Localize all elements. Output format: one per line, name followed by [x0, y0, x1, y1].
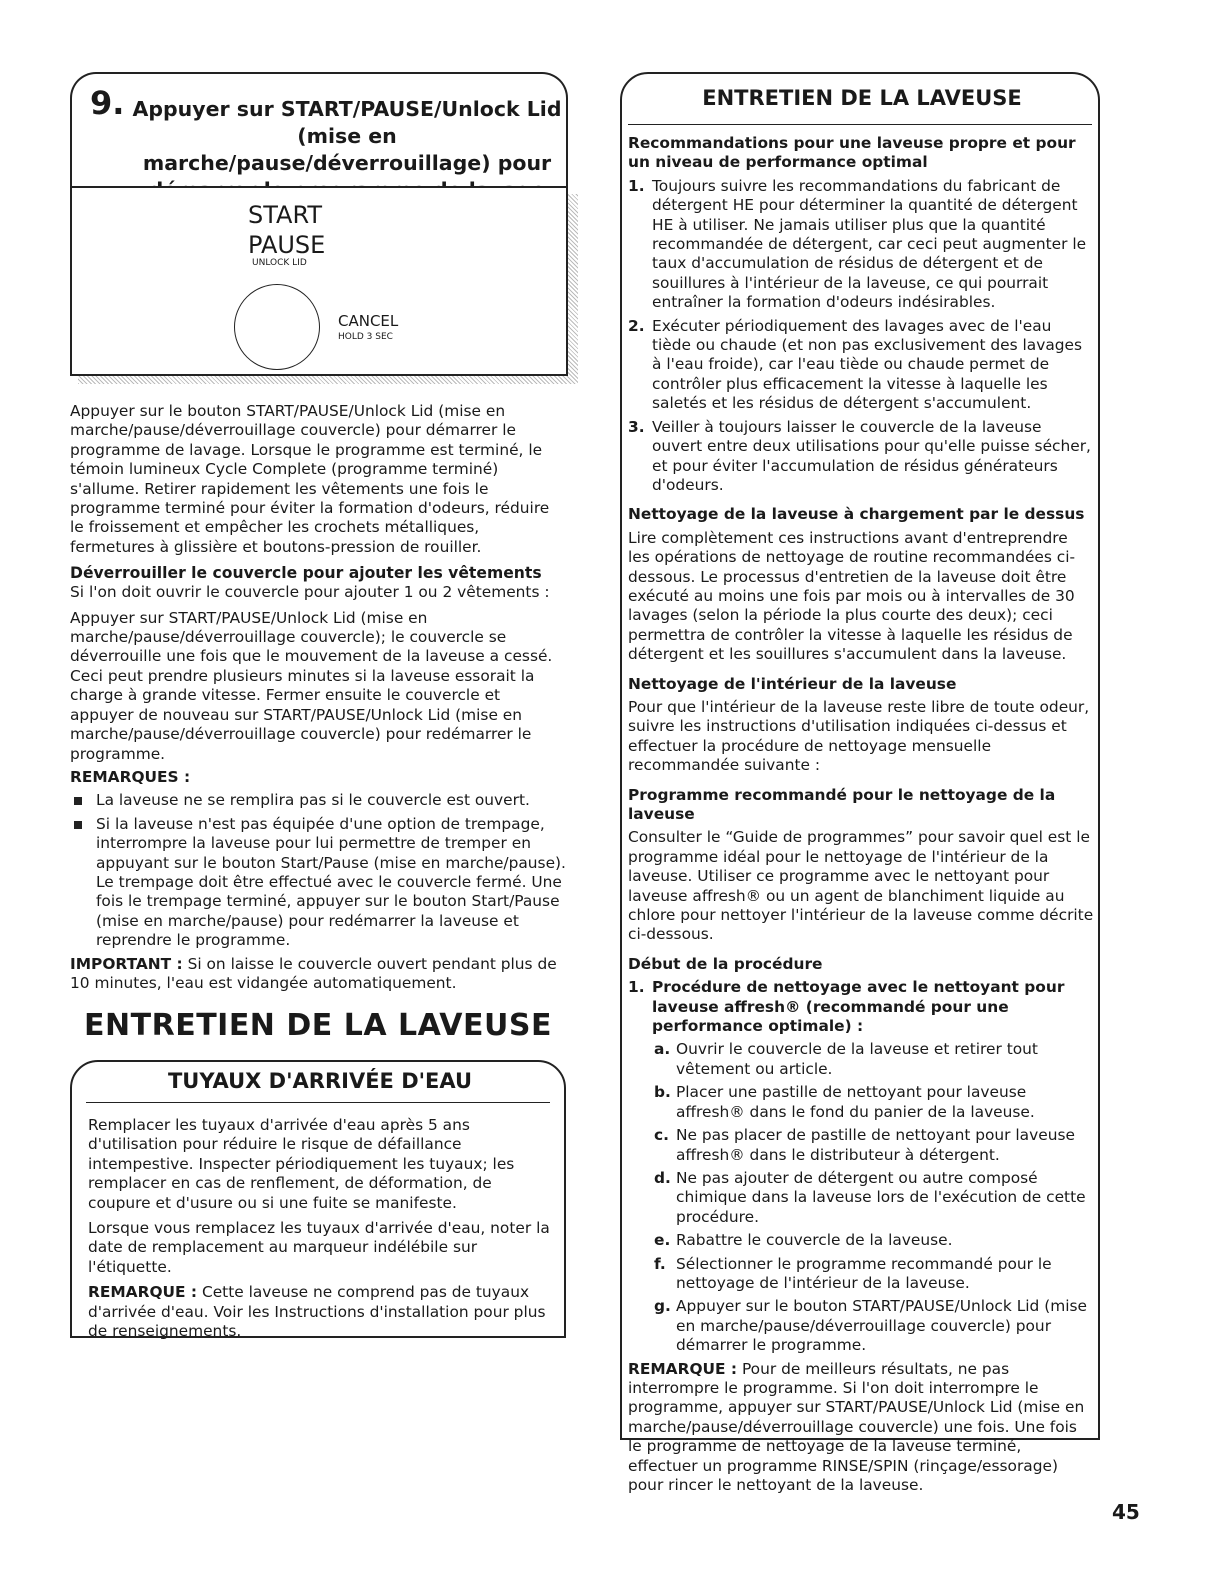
interior-paragraph: Pour que l'intérieur de la laveuse reste libre de toute odeur, suivre les instructions d'utilisation indiquées ci-dessus et effectuer la procédure de nettoyage mensuelle recommandée suivante :: [628, 697, 1090, 775]
step-9-header: [70, 72, 568, 190]
bullet-item: La laveuse ne se remplira pas si le couvercle est ouvert.: [70, 791, 566, 810]
washer-care-box: [620, 72, 1100, 1494]
numbered-item: 3. Veiller à toujours laisser le couvercle de la laveuse ouvert entre deux utilisations pour qu'elle puisse sécher, et pour éviter l'accumulation de résidus générateurs d'odeurs.: [628, 417, 1091, 494]
cancel-label: CANCEL: [338, 312, 399, 330]
remarks-label: REMARQUES :: [70, 767, 191, 786]
procedure-step: g. Appuyer sur le bouton START/PAUSE/Unlock Lid (mise en marche/pause/déverrouillage couvercle) pour démarrer le programme.: [654, 1297, 1087, 1355]
procedure-title: 1. Procédure de nettoyage avec le nettoyant pour laveuse affresh® (recommandé pour une performance optimale) :: [628, 978, 1065, 1036]
unlock-lid-label: UNLOCK LID: [252, 258, 307, 268]
washer-care-title: ENTRETIEN DE LA LAVEUSE: [702, 86, 1022, 110]
divider: [86, 1102, 550, 1103]
hoses-paragraph-2: Lorsque vous remplacez les tuyaux d'arrivée d'eau, noter la date de remplacement au marqueur indélébile sur l'étiquette.: [88, 1219, 550, 1276]
unlock-paragraph-1: Si l'on doit ouvrir le couvercle pour ajouter 1 ou 2 vêtements :: [70, 583, 550, 602]
water-hoses-box: [70, 1060, 566, 1341]
step-title: Appuyer sur START/PAUSE/Unlock Lid (mise en marche/pause/déverrouillage) pour: [132, 97, 562, 175]
unlock-heading: Déverrouiller le couvercle pour ajouter les vêtements: [70, 564, 542, 583]
left-column-text: [70, 402, 566, 993]
procedure-step: b. Placer une pastille de nettoyant pour laveuse affresh® dans le fond du panier de la laveuse.: [654, 1083, 1035, 1121]
important-note: IMPORTANT : Si on laisse le couvercle ouvert pendant plus de 10 minutes, l'eau est vidangée automatiquement.: [70, 954, 557, 992]
top-load-paragraph: Lire complètement ces instructions avant d'entreprendre les opérations de nettoyage de routine recommandées ci-dessous. Le processus d'entretien de la laveuse doit être exécuté au moins une fois par mois ou à intervalles de 30 lavages (selon la période la plus courte des deux); ceci permettra de contrôler la vitesse à laquelle les résidus de détergent et les souillures s'accumulent dans la laveuse.: [628, 528, 1076, 664]
procedure-step: e. Rabattre le couvercle de la laveuse.: [654, 1231, 953, 1250]
bullet-square-icon: [74, 821, 82, 829]
procedure-step: d. Ne pas ajouter de détergent ou autre composé chimique dans la laveuse lors de l'exécution de cette procédure.: [654, 1168, 1086, 1226]
hoses-paragraph-1: Remplacer les tuyaux d'arrivée d'eau après 5 ans d'utilisation pour réduire le risque de défaillance intempestive. Inspecter périodiquement les tuyaux; les remplacer en cas de renflement, de déformation, de coupure et d'usure ou si une fuite se manifeste.: [88, 1116, 515, 1212]
procedure-remark: REMARQUE : Pour de meilleurs résultats, ne pas interrompre le programme. Si l'on doit interrompre le programme, appuyer sur START/PAUSE/Unlock Lid (mise en marche/pause/déverrouillage couvercle) une fois. Une fois le programme de nettoyage de la laveuse terminé, effectuer un programme RINSE/SPIN (rinçage/essorage) pour rincer le nettoyant de la laveuse.: [628, 1359, 1085, 1494]
intro-paragraph: Appuyer sur le bouton START/PAUSE/Unlock Lid (mise en marche/pause/déverrouillage couvercle) pour démarrer le programme de lavage. Lorsque le programme est terminé, le témoin lumineux Cycle Complete (programme terminé) s'allume. Retirer rapidement les vêtements une fois le programme terminé pour éviter la formation d'odeurs, réduire le froissement et empêcher les crochets métalliques, fermetures à glissière et boutons-pression de rouiller.: [70, 402, 550, 556]
numbered-item: 2. Exécuter périodiquement des lavages avec de l'eau tiède ou chaude (et non pas exclusivement des lavages à l'eau froide), car l'eau tiède ou chaude permet de contrôler plus efficacement la vitesse à laquelle les saletés et les résidus de détergent s'accumulent.: [628, 316, 1083, 413]
start-label: START: [248, 201, 323, 229]
procedure-step: a. Ouvrir le couvercle de la laveuse et retirer tout vêtement ou article.: [654, 1040, 1038, 1078]
page-number: 45: [1112, 1500, 1140, 1524]
step-9-box: [70, 72, 568, 380]
step-number: 9.: [90, 84, 125, 122]
washer-care-body: [628, 134, 1094, 1495]
program-paragraph: Consulter le “Guide de programmes” pour savoir quel est le programme idéal pour le nettoyage de l'intérieur de la laveuse. Utiliser ce programme avec le nettoyant pour laveuse affresh® ou un agent de blanchiment liquide au chlore pour nettoyer l'intérieur de la laveuse comme décrite ci-dessous.: [628, 828, 1094, 944]
procedure-start-heading: Début de la procédure: [628, 954, 823, 973]
section-title: ENTRETIEN DE LA LAVEUSE: [84, 1008, 552, 1043]
top-load-heading: Nettoyage de la laveuse à chargement par le dessus: [628, 505, 1085, 524]
divider: [628, 124, 1092, 125]
start-button-circle: [234, 284, 320, 370]
interior-heading: Nettoyage de l'intérieur de la laveuse: [628, 674, 957, 693]
bullet-square-icon: [74, 797, 82, 805]
program-heading: Programme recommandé pour le nettoyage de la laveuse: [628, 785, 1056, 823]
numbered-item: 1. Toujours suivre les recommandations du fabricant de détergent HE pour déterminer la quantité de détergent HE à utiliser. Ne jamais utiliser plus que la quantité recommandée de détergent, car ceci peut augmenter le taux d'accumulation de résidus de détergent et de souillures à l'intérieur de la laveuse, ce qui pourrait entraîner la formation d'odeurs indésirables.: [628, 176, 1087, 312]
unlock-paragraph-2: Appuyer sur START/PAUSE/Unlock Lid (mise en marche/pause/déverrouillage couvercle); le couvercle se déverrouille une fois que le mouvement de la laveuse a cessé. Ceci peut prendre plusieurs minutes si la laveuse essorait la charge à grande vitesse. Fermer ensuite le couvercle et appuyer de nouveau sur START/PAUSE/Unlock Lid (mise en marche/pause/déverrouillage couvercle) pour redémarrer le programme.: [70, 608, 553, 763]
control-panel-illustration: [70, 186, 568, 376]
recommendations-heading: Recommandations pour une laveuse propre et pour un niveau de performance optimal: [628, 134, 1076, 172]
procedure-step: f. Sélectionner le programme recommandé pour le nettoyage de l'intérieur de la laveuse.: [654, 1254, 1052, 1292]
hoses-remark: REMARQUE : Cette laveuse ne comprend pas de tuyaux d'arrivée d'eau. Voir les Instructions d'installation pour plus de renseignements.: [88, 1283, 546, 1341]
bullet-item: Si la laveuse n'est pas équipée d'une option de trempage, interrompre la laveuse pour lui permettre de tremper en appuyant sur le bouton Start/Pause (mise en marche/pause). Le trempage doit être effectué avec le couvercle fermé. Une fois le trempage terminé, appuyer sur le bouton Start/Pause (mise en marche/pause) pour redémarrer la laveuse et reprendre le programme.: [70, 815, 566, 951]
procedure-step: c. Ne pas placer de pastille de nettoyant pour laveuse affresh® dans le distributeur à détergent.: [654, 1126, 1075, 1164]
hoses-body: [88, 1116, 558, 1341]
hoses-title: TUYAUX D'ARRIVÉE D'EAU: [167, 1069, 473, 1093]
pause-label: PAUSE: [248, 231, 326, 259]
hold-label: HOLD 3 SEC: [338, 332, 393, 342]
